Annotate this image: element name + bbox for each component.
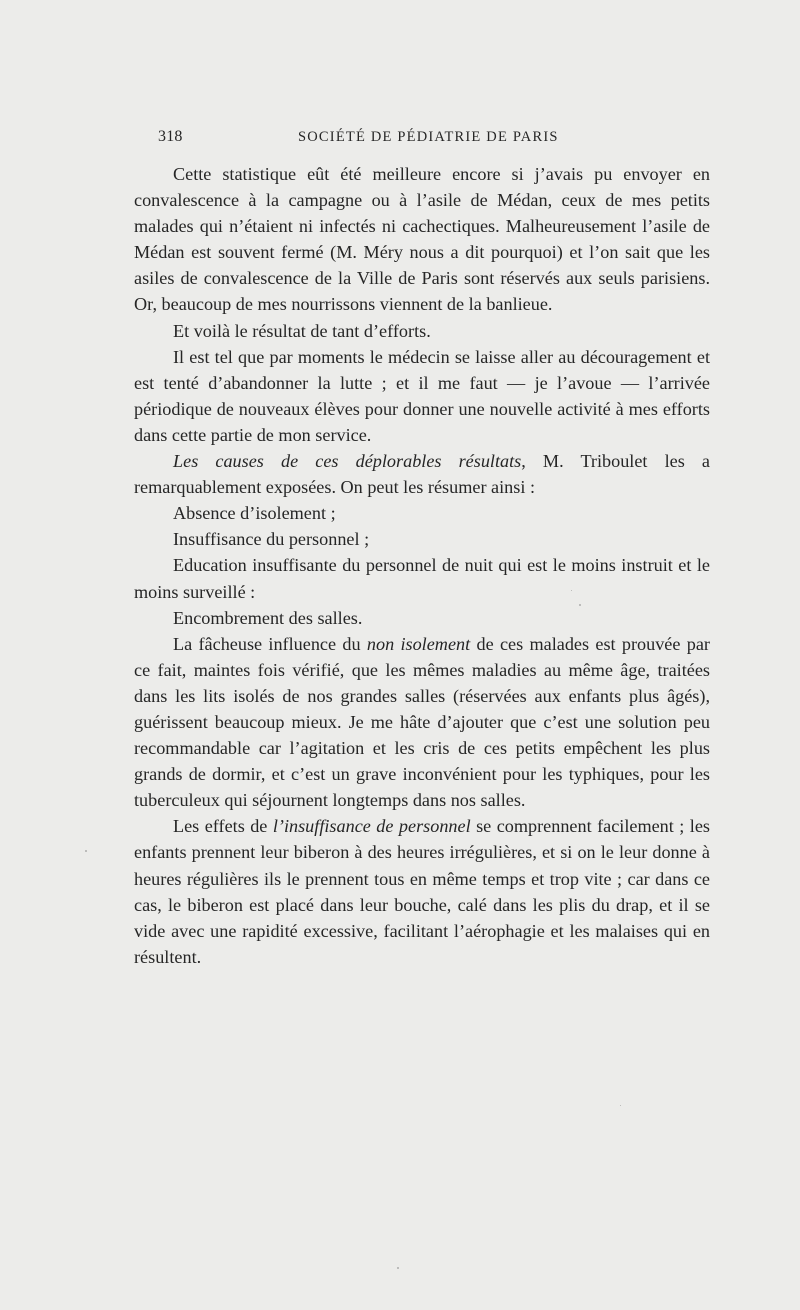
paper-speck xyxy=(85,850,87,852)
paper-speck xyxy=(579,604,581,606)
paragraph-insufficient-staff xyxy=(134,813,710,970)
paragraph-text: Cette statistique eût été meilleure encore si j’avais pu envoyer en convalescence à la campagne ou à l’asile de Médan, ceux de mes petits malades qui n’étaient ni infectés ni cachectiques. Malheureusement l’asile de Médan est souvent fermé (M. Méry nous a dit pourquoi) et l’on sait que les asiles de convalescence de la Ville de Paris sont réservés aux seuls parisiens. Or, beaucoup de mes nourrissons viennent de la banlieue. xyxy=(134,164,710,315)
paragraph-causes xyxy=(134,448,710,500)
paragraph-text: de ces malades est prouvée par ce fait, maintes fois vérifié, que les mêmes maladies au même âge, traitées dans les lits isolés de nos grandes salles (réservées aux enfants plus âgés), guérissent beaucoup mieux. Je me hâte d’ajouter que c’est une solution peu recommandable car l’agitation et les cris de ces petits empêchent les plus grands de dormir, et c’est un grave inconvénient pour les typhiques, pour les tuberculeux qui séjournent longtemps dans nos salles. xyxy=(134,633,710,811)
list-item-staff xyxy=(134,526,710,552)
paragraph-text: Les effets de xyxy=(173,816,273,837)
italic-phrase: non isolement xyxy=(366,633,471,654)
paragraph-text: Insuffisance du personnel ; xyxy=(173,529,370,550)
paragraph-statistics xyxy=(134,161,710,318)
paragraph-text: , M. Triboulet les a remarquablement exposées. On peut les résumer ainsi : xyxy=(134,451,710,498)
paragraph-text: Et voilà le résultat de tant d’efforts. xyxy=(173,320,431,341)
paragraph-text: Il est tel que par moments le médecin se laisse aller au découragement et est tenté d’abandonner la lutte ; et il me faut — je l’avoue — l’arrivée périodique de nouveaux élèves pour donner une nouvelle activité à mes efforts dans cette partie de mon service. xyxy=(134,346,710,445)
paragraph-text: Absence d’isolement ; xyxy=(173,503,336,524)
page-number: 318 xyxy=(158,128,183,145)
paragraph-text: La fâcheuse influence du xyxy=(173,633,367,654)
paragraph-text: Education insuffisante du personnel de nuit qui est le moins instruit et le moins surveillé : xyxy=(134,555,710,602)
paragraph-discouragement xyxy=(134,344,710,448)
list-item-isolation xyxy=(134,500,710,526)
paper-speck xyxy=(571,590,572,591)
italic-phrase: l’insuffisance de personnel xyxy=(272,816,471,837)
paragraph-text: Encombrement des salles. xyxy=(173,607,363,628)
italic-phrase: Les causes de ces déplorables résultats xyxy=(173,451,522,472)
page-header xyxy=(158,128,758,152)
paper-speck xyxy=(397,1267,399,1269)
body-text xyxy=(134,161,710,970)
list-item-overcrowding xyxy=(134,605,710,631)
list-item-night-staff xyxy=(134,552,710,604)
paper-speck xyxy=(620,1105,621,1106)
paragraph-result xyxy=(134,318,710,344)
running-title: SOCIÉTÉ DE PÉDIATRIE DE PARIS xyxy=(298,129,559,145)
paragraph-non-isolation xyxy=(134,631,710,814)
paragraph-text: se comprennent facilement ; les enfants prennent leur biberon à des heures irrégulières, et si on le leur donne à heures régulières ils le prennent tous en même temps et trop vite ; car dans ce cas, le biberon est placé dans leur bouche, calé dans les plis du drap, et il se vide avec une rapidité excessive, facilitant l’aérophagie et les malaises qui en résultent. xyxy=(134,816,710,967)
